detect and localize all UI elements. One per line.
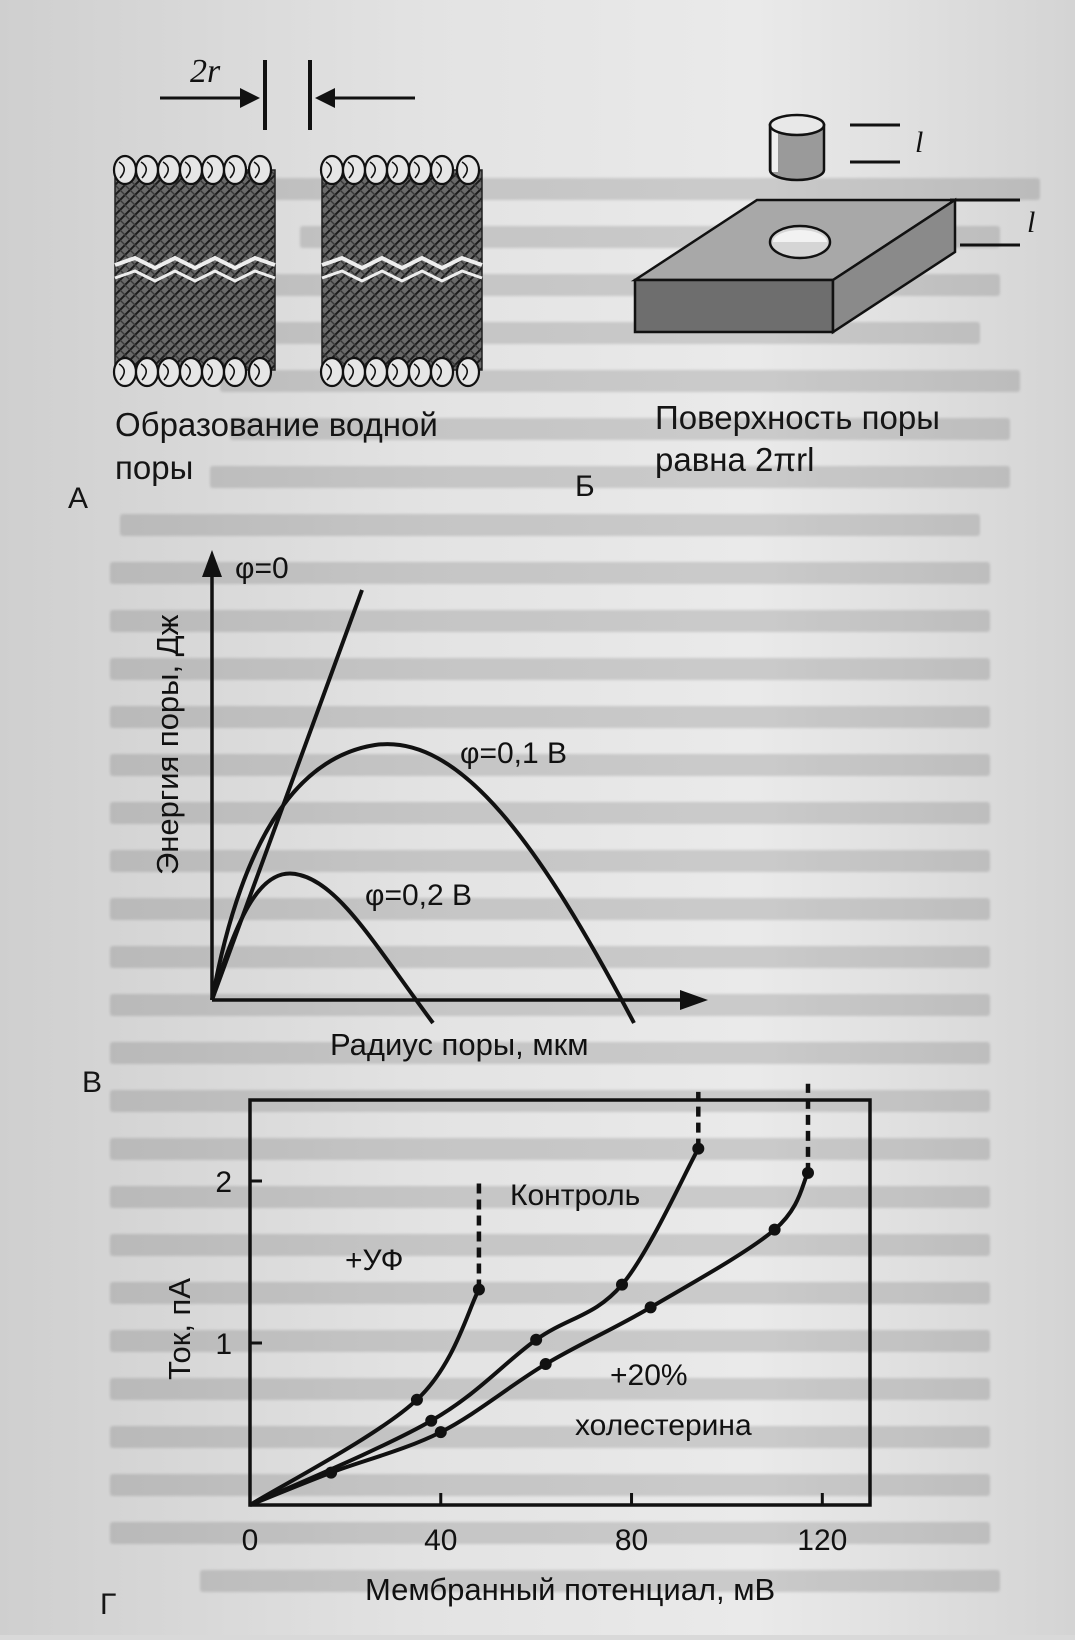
series-1-point-1 bbox=[425, 1415, 437, 1427]
panel-b-caption-line2: равна 2πrl bbox=[655, 441, 815, 478]
series-2-point-5 bbox=[769, 1224, 781, 1236]
series-1-point-3 bbox=[616, 1279, 628, 1291]
panel-a-caption-line2: поры bbox=[115, 449, 194, 486]
membrane-slab bbox=[635, 200, 955, 332]
panel-a-letter: А bbox=[68, 482, 89, 515]
label-phi-0-1: φ=0,1 В bbox=[460, 737, 568, 770]
current-plot-frame bbox=[250, 1100, 870, 1505]
current-potential-chart bbox=[150, 1080, 910, 1640]
panel-b-letter: Б bbox=[575, 470, 595, 503]
series-1-point-2 bbox=[530, 1334, 542, 1346]
series-line-0 bbox=[250, 1290, 479, 1505]
series-2-point-1 bbox=[325, 1467, 337, 1479]
label-chol-line2: холестерина bbox=[575, 1409, 752, 1442]
pore-formation-diagram bbox=[60, 20, 580, 440]
series-2-point-3 bbox=[540, 1358, 552, 1370]
label-chol-line1: +20% bbox=[610, 1359, 688, 1392]
series-0-point-1 bbox=[411, 1394, 423, 1406]
label-control: Контроль bbox=[510, 1179, 641, 1212]
x-tick-label-0: 0 bbox=[241, 1524, 259, 1557]
panel-b-caption-line1: Поверхность поры bbox=[655, 399, 940, 436]
energy-xlabel: Радиус поры, мкм bbox=[330, 1027, 589, 1062]
label-phi-0-2: φ=0,2 В bbox=[365, 879, 473, 912]
length-label-side: l bbox=[1027, 206, 1036, 239]
pore-energy-chart bbox=[140, 545, 740, 1075]
series-1-point-4 bbox=[692, 1143, 704, 1155]
energy-ylabel: Энергия поры, Дж bbox=[150, 614, 185, 875]
label-uv: +УФ bbox=[345, 1244, 404, 1277]
series-0-point-2 bbox=[473, 1284, 485, 1296]
membrane-block-right bbox=[322, 170, 482, 370]
y-tick-label-2: 2 bbox=[215, 1166, 232, 1199]
pore-width-label: 2r bbox=[190, 53, 221, 90]
y-tick-label-1: 1 bbox=[215, 1328, 232, 1361]
membrane-block-left bbox=[115, 170, 275, 370]
x-tick-label-40: 40 bbox=[424, 1524, 458, 1557]
lipid-heads-row-top bbox=[114, 156, 479, 184]
series-2-point-6 bbox=[802, 1167, 814, 1179]
series-2-point-2 bbox=[435, 1426, 447, 1438]
length-label-top: l bbox=[915, 126, 924, 159]
panel-v-letter: В bbox=[82, 1066, 103, 1099]
current-ylabel: Ток, пА bbox=[162, 1277, 197, 1380]
label-phi-0: φ=0 bbox=[235, 552, 289, 585]
x-tick-label-120: 120 bbox=[797, 1524, 848, 1557]
current-xlabel: Мембранный потенциал, мВ bbox=[365, 1572, 776, 1607]
x-tick-label-80: 80 bbox=[614, 1524, 649, 1557]
lipid-heads-row-bottom bbox=[114, 358, 479, 386]
cylinder bbox=[770, 115, 824, 180]
pore-surface-diagram bbox=[625, 100, 1065, 380]
panel-g-letter: Г bbox=[100, 1588, 117, 1621]
series-2-point-4 bbox=[645, 1301, 657, 1313]
panel-a-caption-line1: Образование водной bbox=[115, 406, 438, 443]
